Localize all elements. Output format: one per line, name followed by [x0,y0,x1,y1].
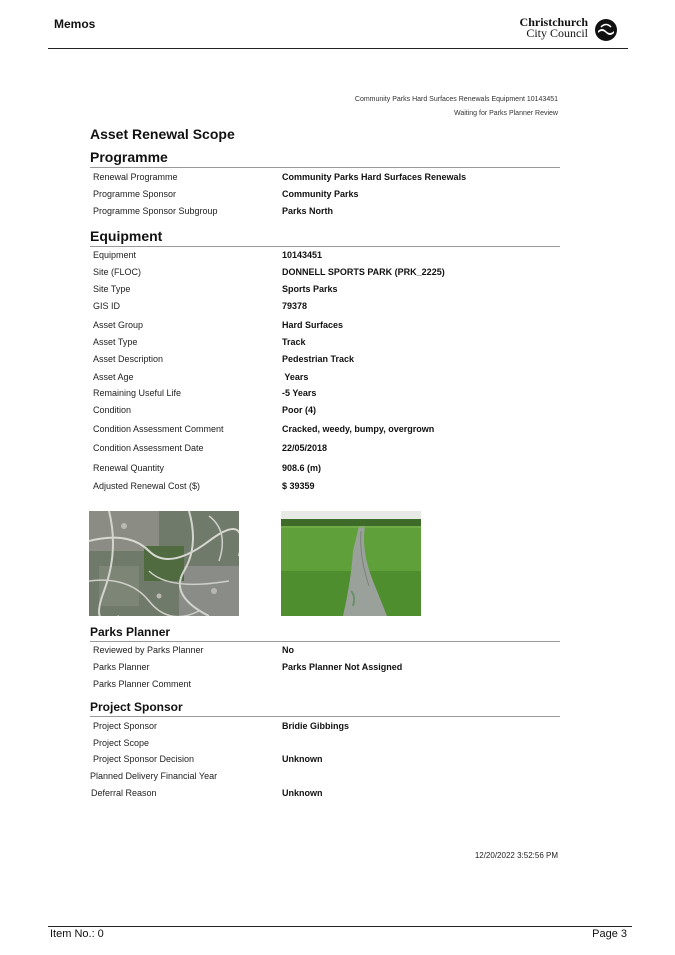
footer-divider [48,926,632,927]
field-label: Asset Age [93,372,134,382]
programme-row [90,169,560,185]
field-label: GIS ID [93,301,121,311]
parks-planner-row [90,642,560,658]
project-sponsor-row [90,735,560,751]
field-value: Pedestrian Track [282,354,355,364]
field-value: Unknown [282,788,323,798]
council-logo [514,17,618,45]
parks-planner-heading: Parks Planner [90,625,171,639]
field-label: Reviewed by Parks Planner [93,645,204,655]
field-value: $ 39359 [282,481,315,491]
equipment-row [90,264,560,280]
field-value: 22/05/2018 [282,443,328,453]
field-label: Site Type [93,284,131,294]
equipment-row [90,385,560,401]
field-value: Track [282,337,306,347]
field-label: Site (FLOC) [93,267,142,277]
field-value: Parks North [282,206,334,216]
footer-item-number: Item No.: 0 [50,928,104,940]
equipment-row [90,421,560,437]
field-value: Unknown [282,754,323,764]
equipment-row [90,247,560,263]
field-label: Project Scope [93,738,150,748]
equipment-row [90,402,560,418]
programme-row [90,203,560,219]
project-sponsor-divider [90,716,560,717]
equipment-row [90,460,560,476]
equipment-row [90,369,560,385]
project-sponsor-row [90,768,560,784]
field-label: Programme Sponsor [93,189,177,199]
logo-line-1: Christchurch [519,15,588,29]
equipment-row [90,298,560,314]
project-sponsor-row [90,751,560,767]
field-label: Asset Type [93,337,138,347]
field-label: Deferral Reason [91,788,157,798]
project-sponsor-heading: Project Sponsor [90,700,183,714]
field-value: Cracked, weedy, bumpy, overgrown [282,424,435,434]
council-emblem-icon [594,18,618,42]
equipment-row [90,351,560,367]
field-value: 10143451 [282,250,323,260]
field-label: Asset Group [93,320,144,330]
page-title: Asset Renewal Scope [90,126,235,142]
field-label: Asset Description [93,354,164,364]
field-label: Project Sponsor Decision [93,754,195,764]
footer-page-number: Page 3 [592,928,627,940]
field-label: Renewal Quantity [93,463,165,473]
field-label: Parks Planner [93,662,150,672]
document-header-title: Memos [54,17,96,31]
field-label: Planned Delivery Financial Year [90,771,218,781]
field-value: Poor (4) [282,405,317,415]
programme-row [90,186,560,202]
programme-heading: Programme [90,149,168,165]
field-value: Community Parks Hard Surfaces Renewals [282,172,467,182]
report-reference: Community Parks Hard Surfaces Renewals Equipment 10143451 [354,96,558,103]
project-sponsor-row [90,718,560,734]
field-value: 908.6 (m) [282,463,322,473]
header-divider [48,48,628,49]
programme-divider [90,167,560,168]
field-label: Condition Assessment Comment [93,424,224,434]
field-label: Adjusted Renewal Cost ($) [93,481,201,491]
field-label: Remaining Useful Life [93,388,182,398]
equipment-row [90,440,560,456]
equipment-row [90,281,560,297]
field-label: Condition Assessment Date [93,443,204,453]
parks-planner-row [90,676,560,692]
field-value: Parks Planner Not Assigned [282,662,403,672]
equipment-row [90,334,560,350]
logo-line-2: City Council [526,26,588,40]
aerial-map-image [89,511,239,616]
field-value: No [282,645,294,655]
field-value: 79378 [282,301,308,311]
field-label: Condition [93,405,132,415]
field-value: -5 Years [282,388,317,398]
equipment-row [90,478,560,494]
field-label: Parks Planner Comment [93,679,192,689]
equipment-row [90,317,560,333]
field-value: Bridie Gibbings [282,721,350,731]
generated-timestamp: 12/20/2022 3:52:56 PM [474,851,558,860]
equipment-heading: Equipment [90,228,163,244]
field-label: Equipment [93,250,137,260]
project-sponsor-row [90,785,560,801]
parks-planner-row [90,659,560,675]
field-value: Years [282,372,309,382]
field-value: Sports Parks [282,284,338,294]
report-status: Waiting for Parks Planner Review [453,110,558,117]
field-value: DONNELL SPORTS PARK (PRK_2225) [282,267,445,277]
field-value: Community Parks [282,189,359,199]
field-label: Programme Sponsor Subgroup [93,206,218,216]
field-value: Hard Surfaces [282,320,344,330]
track-site-photo [281,511,421,616]
field-label: Renewal Programme [93,172,178,182]
field-label: Project Sponsor [93,721,158,731]
